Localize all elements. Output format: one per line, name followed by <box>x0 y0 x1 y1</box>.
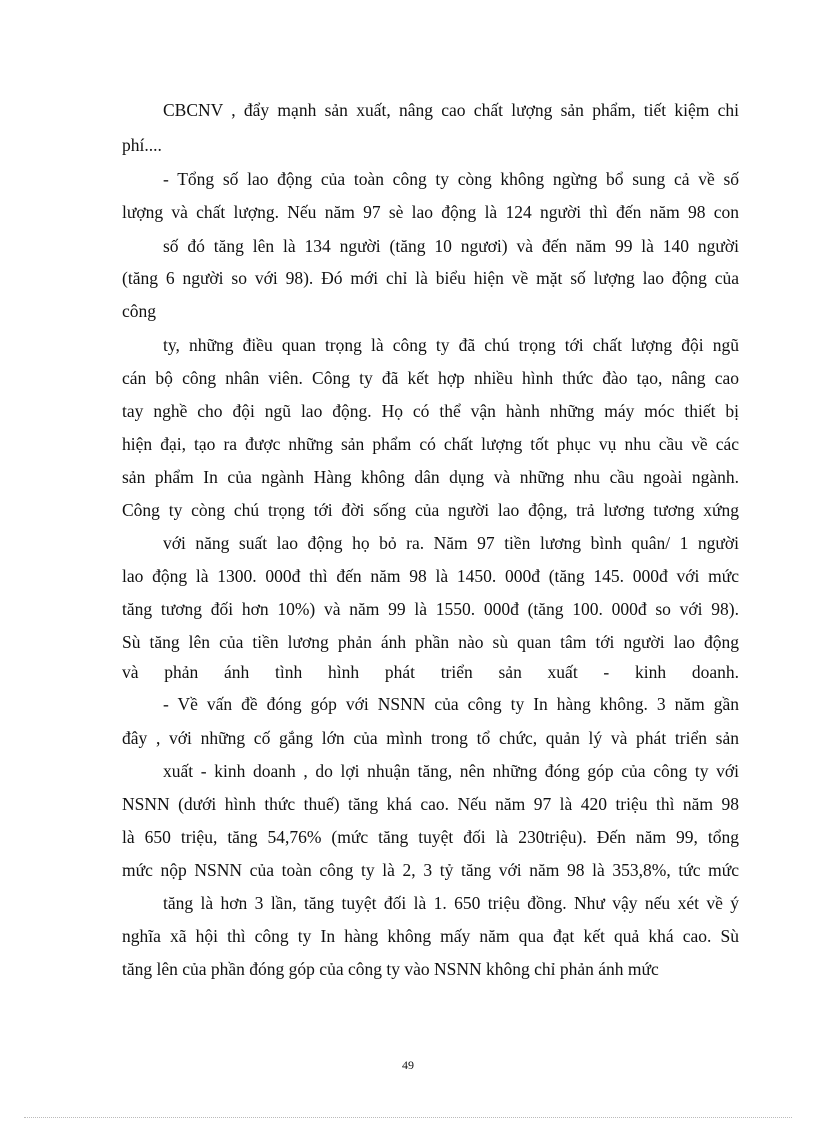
page-number: 49 <box>402 1058 414 1072</box>
text-line: lao động là 1300. 000đ thì đến năm 98 là 1450. 000đ (tăng 145. 000đ với mức <box>122 566 739 586</box>
text-line: (tăng 6 người so với 98). Đó mới chỉ là biểu hiện về mặt số lượng lao động của <box>122 268 739 288</box>
text-line: số đó tăng lên là 134 người (tăng 10 ngươi) và đến năm 99 là 140 người <box>163 236 739 256</box>
text-line: tăng lên của phần đóng góp của công ty vào NSNN không chỉ phản ánh mức <box>122 959 659 979</box>
text-line: mức nộp NSNN của toàn công ty là 2, 3 tỷ tăng với năm 98 là 353,8%, tức mức <box>122 860 739 880</box>
text-line: phí.... <box>122 135 162 155</box>
text-line: là 650 triệu, tăng 54,76% (mức tăng tuyệt đối là 230triệu). Đến năm 99, tổng <box>122 827 739 847</box>
text-line: với năng suất lao động họ bỏ ra. Năm 97 tiền lương bình quân/ 1 người <box>163 533 739 553</box>
text-line: hiện đại, tạo ra được những sản phẩm có chất lượng tốt phục vụ nhu cầu về các <box>122 434 739 454</box>
text-line: - Về vấn đề đóng góp với NSNN của công ty In hàng không. 3 năm gần <box>163 694 739 714</box>
text-line: tăng tương đối hơn 10%) và năm 99 là 1550. 000đ (tăng 100. 000đ so với 98). <box>122 599 739 619</box>
text-line: tay nghề cho đội ngũ lao động. Họ có thể vận hành những máy móc thiết bị <box>122 401 739 421</box>
text-line: sản phẩm In của ngành Hàng không dân dụng và những nhu cầu ngoài ngành. <box>122 467 739 487</box>
text-line: ty, những điều quan trọng là công ty đã chú trọng tới chất lượng đội ngũ <box>163 335 739 355</box>
text-line: xuất - kinh doanh , do lợi nhuận tăng, nên những đóng góp của công ty với <box>163 761 739 781</box>
text-line: đây , với những cố gắng lớn của mình trong tổ chức, quản lý và phát triển sản <box>122 728 739 748</box>
text-line: Sù tăng lên của tiền lương phản ánh phần nào sù quan tâm tới người lao động <box>122 632 739 652</box>
page-bottom-border <box>24 1117 792 1118</box>
text-line: NSNN (dưới hình thức thuế) tăng khá cao. Nếu năm 97 là 420 triệu thì năm 98 <box>122 794 739 814</box>
text-line: lượng và chất lượng. Nếu năm 97 sè lao động là 124 người thì đến năm 98 con <box>122 202 739 222</box>
text-line: CBCNV , đẩy mạnh sản xuất, nâng cao chất lượng sản phẩm, tiết kiệm chi <box>163 100 739 120</box>
text-line: cán bộ công nhân viên. Công ty đã kết hợp nhiều hình thức đào tạo, nâng cao <box>122 368 739 388</box>
text-line: - Tổng số lao động của toàn công ty còng không ngừng bổ sung cả về số <box>163 169 739 189</box>
text-line: tăng là hơn 3 lần, tăng tuyệt đối là 1. 650 triệu đồng. Như vậy nếu xét về ý <box>163 893 739 913</box>
text-line: công <box>122 301 157 321</box>
text-line: và phản ánh tình hình phát triển sản xuất - kinh doanh. <box>122 662 739 682</box>
text-line: Công ty còng chú trọng tới đời sống của người lao động, trả lương tương xứng <box>122 500 739 520</box>
text-line: nghĩa xã hội thì công ty In hàng không mấy năm qua đạt kết quả khá cao. Sù <box>122 926 739 946</box>
